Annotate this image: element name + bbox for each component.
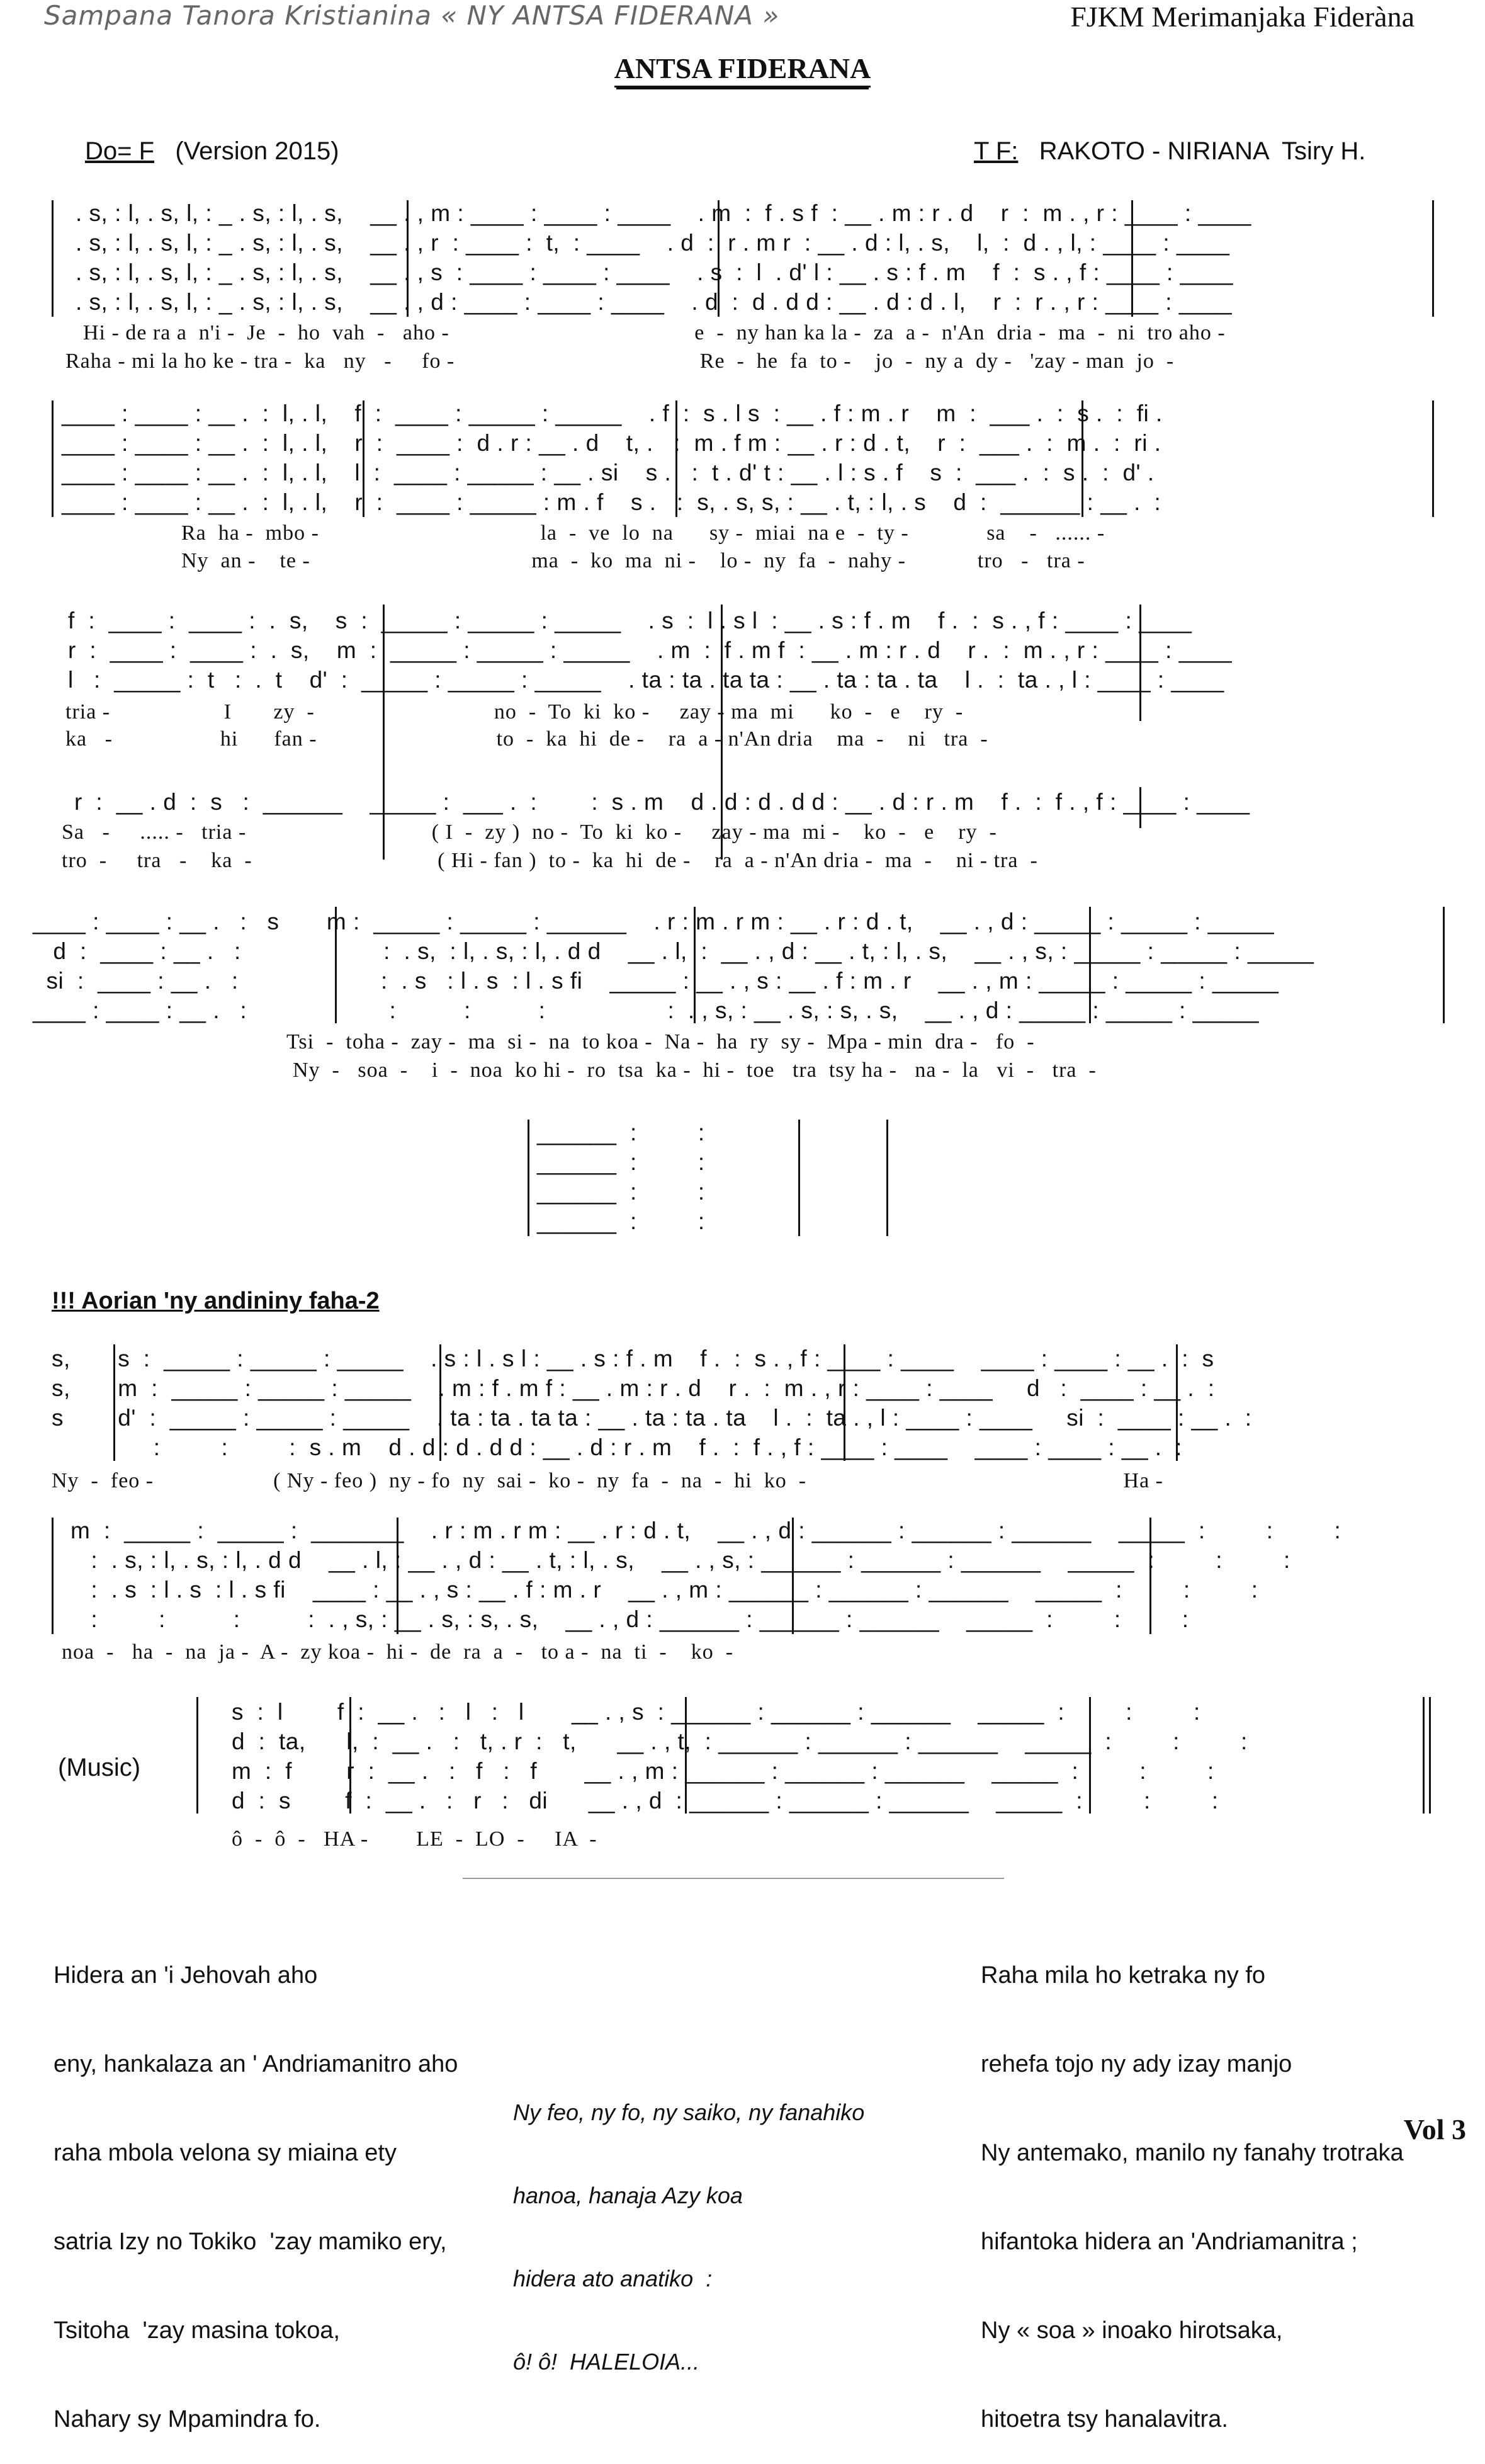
- note-line: ____ : ____ : __ . : l, . l, l : ____ : _____ : __ . si s . : t . d' t : __ . l : s . f s : ___ . : s . : d' .: [62, 460, 1155, 485]
- note-line: si : ____ : __ . : : . s : l . s : l . s fi _____ : __ . , s : __ . f : m . r __ . , m : _____ : _____ : _____: [33, 968, 1279, 994]
- note-line: d : s f : __ . : r : di __ . , d : ______ : ______ : ______ _____ : : :: [232, 1788, 1219, 1814]
- note-line: d : ____ : __ . : : . s, : l, . s, : l, . d d __ . l, : __ . , d : __ . t, : l, . s, __ . , s, : _____ : _____ : _____: [33, 938, 1314, 964]
- verse-left: [54, 1902, 458, 2464]
- composer-label: T F:: [974, 137, 1019, 165]
- note-line: s d' : _____ : _____ : _____ . ta : ta . ta ta : __ . ta : ta . ta l . : ta . , l : ____ : ____ si : ____ : __ . :: [52, 1405, 1252, 1431]
- verse-middle: [513, 2043, 864, 2404]
- verse-line: eny, hankalaza an ' Andriamanitro aho: [54, 2051, 458, 2077]
- note-line: s, s : _____ : _____ : _____ . s : l . s l : __ . s : f . m f . : s . , f : ____ : ____ ____ : ____ : __ . : s: [52, 1346, 1214, 1371]
- note-line: ____ : ____ : __ . : : : : : . , s, : __ . s, : s, . s, __ . , d : _____ : _____ : _____: [33, 997, 1260, 1023]
- note-line: r : __ . d : s : ______ _____ : ___ . : : s . m d . d : d . d d : __ . d : r . m f . : f . , f : ____ : ____: [74, 789, 1250, 815]
- verse-line: Ny antemako, manilo ny fanahy trotraka: [981, 2140, 1404, 2166]
- verse-line: Raha mila ho ketraka ny fo: [981, 1962, 1266, 1989]
- lyric-line: Sa - ..... - tria - ( I - zy ) no - To ki ko - zay - ma mi - ko - e ry -: [62, 820, 997, 844]
- verse-line: rehefa tojo ny ady izay manjo: [981, 2051, 1292, 2077]
- music-label: (Music): [58, 1754, 141, 1781]
- verse-line: satria Izy no Tokiko 'zay mamiko ery,: [54, 2228, 447, 2255]
- note-line: : . s : l . s : l . s fi ____ : __ . , s : __ . f : m . r __ . , m : ______ : ______ : ______ _____ : : :: [71, 1577, 1258, 1603]
- note-line: : . s, : l, . s, : l, . d d __ . l, : __ . , d : __ . t, : l, . s, __ . , s, : ______ : ______ : ______ _____ : : :: [71, 1547, 1290, 1573]
- note-line: ____ : ____ : __ . : l, . l, f : ____ : _____ : _____ . f : s . l s : __ . f : m . r m : ___ . : s . : fi .: [62, 400, 1163, 426]
- note-line: f : ____ : ____ : . s, s : _____ : _____ : _____ . s : l . s l : __ . s : f . m f . : s . , f : ____ : ____: [68, 608, 1192, 633]
- verse-line: hifantoka hidera an 'Andriamanitra ;: [981, 2228, 1358, 2255]
- note-line: ______ : :: [537, 1179, 705, 1205]
- volume-label: Vol 3: [1403, 2113, 1466, 2145]
- note-line: ______ : :: [537, 1120, 705, 1145]
- lyric-line: ka - hi fan - to - ka hi de - ra a - n'An dria ma - ni tra -: [65, 727, 988, 751]
- note-line: ______ : :: [537, 1208, 705, 1234]
- key-signature: [85, 137, 339, 166]
- composer: [974, 137, 1365, 166]
- note-line: : : : : . , s, : __ . s, : s, . s, __ . , d : ______ : ______ : ______ _____ : : :: [71, 1606, 1189, 1632]
- verse-line: raha mbola velona sy miaina ety: [54, 2140, 397, 2166]
- note-line: . s, : l, . s, l, : _ . s, : l, . s, __ . , r : ____ : t, : ____ . d : r . m r : __ . d : l, . s, l, : d . , l, : ____ : ____: [76, 230, 1230, 256]
- note-line: d : ta, l, : __ . : t, . r : t, __ . , t, : ______ : ______ : ______ _____ : : :: [232, 1729, 1248, 1754]
- lyric-line: noa - ha - na ja - A - zy koa - hi - de ra a - to a - na ti - ko -: [62, 1640, 734, 1664]
- note-line: s : l f : __ . : l : l __ . , s : ______ : ______ : ______ _____ : : :: [232, 1699, 1200, 1725]
- verse-line: Ny « soa » inoako hirotsaka,: [981, 2317, 1283, 2344]
- lyric-line: Ny - feo - ( Ny - feo ) ny - fo ny sai - ko - ny fa - na - hi ko - Ha -: [52, 1469, 1163, 1492]
- verse-line: hitoetra tsy hanalavitra.: [981, 2406, 1228, 2433]
- note-line: ______ : :: [537, 1149, 705, 1175]
- verse-line: Hidera an 'i Jehovah aho: [54, 1962, 318, 1989]
- separator-line: [463, 1878, 1004, 1879]
- lyric-line: Hi - de ra a n'i - Je - ho vah - aho - e - ny han ka la - za a - n'An dria - ma - ni tro aho -: [83, 321, 1226, 344]
- note-line: : : : s . m d . d : d . d d : __ . d : r . m f . : f . , f : ____ : ____ ____ : ____ : __ . :: [52, 1434, 1182, 1460]
- header-right: FJKM Merimanjaka Fideràna: [1070, 1, 1414, 33]
- lyric-line: Ny an - te - ma - ko ma ni - lo - ny fa - nahy - tro - tra -: [62, 549, 1085, 572]
- verse-right: [981, 1902, 1404, 2464]
- section-title: !!! Aorian 'ny andininy faha-2: [52, 1288, 380, 1314]
- note-line: m : f r : __ . : f : f __ . , m : ______ : ______ : ______ _____ : : :: [232, 1758, 1214, 1784]
- note-line: m : _____ : _____ : _______ . r : m . r m : __ . r : d . t, __ . , d : ______ : ______ : ______ _____ : : :: [71, 1518, 1341, 1543]
- note-line: ____ : ____ : __ . : l, . l, r : ____ : d . r : __ . d t, . : m . f m : __ . r : d . t, r : ___ . : m . : ri .: [62, 430, 1161, 456]
- note-line: l : _____ : t : . t d' : _____ : _____ : _____ . ta : ta . ta ta : __ . ta : ta . ta l . : ta . , l : ____ : ____: [68, 667, 1224, 693]
- key-label: Do= F: [85, 137, 155, 165]
- verse-line: ô! ô! HALELOIA...: [513, 2349, 700, 2375]
- lyric-line: tria - I zy - no - To ki ko - zay - ma mi ko - e ry -: [65, 700, 964, 724]
- lyric-line: Tsi - toha - zay - ma si - na to koa - Na - ha ry sy - Mpa - min dra - fo -: [286, 1030, 1035, 1053]
- page-title: ANTSA FIDERANA: [0, 52, 1485, 85]
- note-line: . s, : l, . s, l, : _ . s, : l, . s, __ . , d : ____ : ____ : ____ . d : d . d d : __ . d : d . l, r : r . , r : ____ : ____: [76, 289, 1233, 315]
- note-line: r : ____ : ____ : . s, m : _____ : _____ : _____ . m : f . m f : __ . m : r . d r . : m . , r : ____ : ____: [68, 637, 1233, 663]
- verse-line: Ny feo, ny fo, ny saiko, ny fanahiko: [513, 2099, 865, 2125]
- version-label: (Version 2015): [175, 137, 339, 165]
- verse-line: Tsitoha 'zay masina tokoa,: [54, 2317, 341, 2344]
- lyric-line: Raha - mi la ho ke - tra - ka ny - fo - Re - he fa to - jo - ny a dy - 'zay - man jo -: [65, 349, 1175, 373]
- note-line: s, m : _____ : _____ : _____ . m : f . m f : __ . m : r . d r . : m . , r : ____ : ____ d : ____ : __ . :: [52, 1375, 1215, 1401]
- verse-line: hidera ato anatiko :: [513, 2266, 713, 2291]
- composer-name: RAKOTO - NIRIANA Tsiry H.: [1039, 137, 1366, 165]
- note-line: ____ : ____ : __ . : l, . l, r : ____ : _____ : m . f s . : s, . s, s, : __ . t, : l, . s d : ______ : __ . :: [62, 489, 1161, 515]
- lyric-line: Ra ha - mbo - la - ve lo na sy - miai na e - ty - sa - ...... -: [62, 521, 1105, 545]
- note-line: . s, : l, . s, l, : _ . s, : l, . s, __ . , m : ____ : ____ : ____ . m : f . s f : __ . m : r . d r : m . , r : ____ : ____: [76, 200, 1251, 226]
- header-left: Sampana Tanora Kristianina « NY ANTSA FIDERANA »: [44, 0, 780, 31]
- lyric-line: ô - ô - HA - LE - LO - IA -: [232, 1827, 597, 1851]
- verse-line: hanoa, hanaja Azy koa: [513, 2183, 743, 2208]
- lyric-line: Ny - soa - i - noa ko hi - ro tsa ka - hi - toe tra tsy ha - na - la vi - tra -: [293, 1059, 1097, 1082]
- note-line: ____ : ____ : __ . : s m : _____ : _____ : ______ . r : m . r m : __ . r : d . t, __ . , d : _____ : _____ : _____: [33, 909, 1275, 934]
- note-line: . s, : l, . s, l, : _ . s, : l, . s, __ . , s : ____ : ____ : ____ . s : l . d' l : __ . s : f . m f : s . , f : ____ : ____: [76, 259, 1233, 285]
- lyric-line: tro - tra - ka - ( Hi - fan ) to - ka hi de - ra a - n'An dria - ma - ni - tra -: [62, 849, 1038, 872]
- verse-line: Nahary sy Mpamindra fo.: [54, 2406, 321, 2433]
